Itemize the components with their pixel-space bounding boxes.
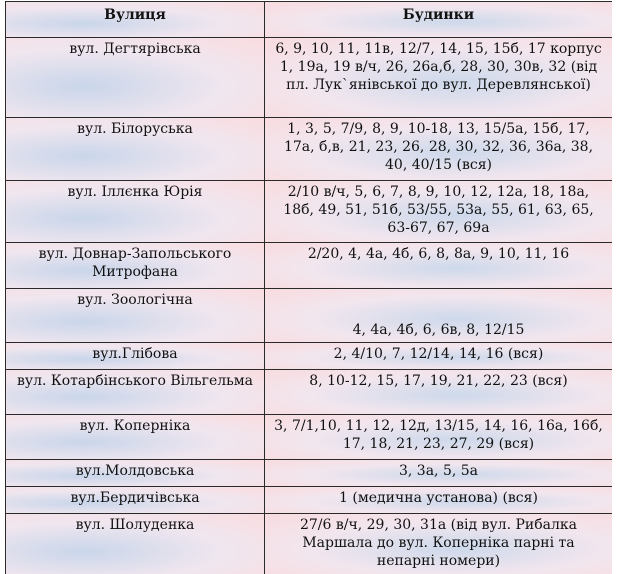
- street-cell: вул. Довнар-Запольського Митрофана: [6, 243, 265, 289]
- table-row: [6, 243, 613, 289]
- houses-cell: 1, 3, 5, 7/9, 8, 9, 10-18, 13, 15/5а, 15б, 17, 17а, б,в, 21, 23, 26, 28, 30, 32, 36, 36а, 38, 40, 40/15 (вся): [265, 118, 613, 181]
- houses-cell: 2/10 в/ч, 5, 6, 7, 8, 9, 10, 12, 12а, 18, 18а, 18б, 49, 51, 51б, 53/55, 53а, 55, 61, 63, 65, 63-67, 67, 69а: [265, 181, 613, 243]
- houses-cell: 6, 9, 10, 11, 11в, 12/7, 14, 15, 15б, 17 корпус 1, 19а, 19 в/ч, 26, 26а,б, 28, 30, 30в, 32 (від пл. Лук`янівської до вул. Деревлянської): [265, 38, 613, 118]
- table-row: [6, 514, 613, 574]
- street-cell: вул. Дегтярівська: [6, 38, 265, 118]
- table-row: [6, 181, 613, 243]
- streets-table: [5, 1, 612, 574]
- houses-cell: 4, 4а, 4б, 6, 6в, 8, 12/15: [265, 289, 613, 343]
- street-cell: вул. Шолуденка: [6, 514, 265, 574]
- document-page: [5, 1, 612, 574]
- table-row: [6, 289, 613, 343]
- street-cell: вул. Іллєнка Юрія: [6, 181, 265, 243]
- header-row: [6, 2, 613, 38]
- street-cell: вул. Котарбінського Вільгельма: [6, 370, 265, 415]
- houses-cell: 8, 10-12, 15, 17, 19, 21, 22, 23 (вся): [265, 370, 613, 415]
- street-cell: вул.Молдовська: [6, 460, 265, 487]
- table-row: [6, 38, 613, 118]
- houses-cell: 27/6 в/ч, 29, 30, 31а (від вул. Рибалка Маршала до вул. Коперніка парні та непарні номери): [265, 514, 613, 574]
- table-row: [6, 460, 613, 487]
- houses-column-header: Будинки: [265, 2, 613, 38]
- houses-cell: 3, 7/1,10, 11, 12, 12д, 13/15, 14, 16, 16а, 16б, 17, 18, 21, 23, 27, 29 (вся): [265, 415, 613, 460]
- street-cell: вул.Бердичівська: [6, 487, 265, 514]
- houses-cell: 1 (медична установа) (вся): [265, 487, 613, 514]
- street-cell: вул. Зоологічна: [6, 289, 265, 343]
- street-column-header: Вулиця: [6, 2, 265, 38]
- houses-cell: 2, 4/10, 7, 12/14, 14, 16 (вся): [265, 343, 613, 370]
- street-cell: вул. Коперніка: [6, 415, 265, 460]
- table-row: [6, 415, 613, 460]
- table-row: [6, 343, 613, 370]
- table-row: [6, 118, 613, 181]
- table-row: [6, 370, 613, 415]
- street-cell: вул. Білоруська: [6, 118, 265, 181]
- table-row: [6, 487, 613, 514]
- street-cell: вул.Глібова: [6, 343, 265, 370]
- houses-cell: 2/20, 4, 4а, 4б, 6, 8, 8а, 9, 10, 11, 16: [265, 243, 613, 289]
- houses-cell: 3, 3а, 5, 5а: [265, 460, 613, 487]
